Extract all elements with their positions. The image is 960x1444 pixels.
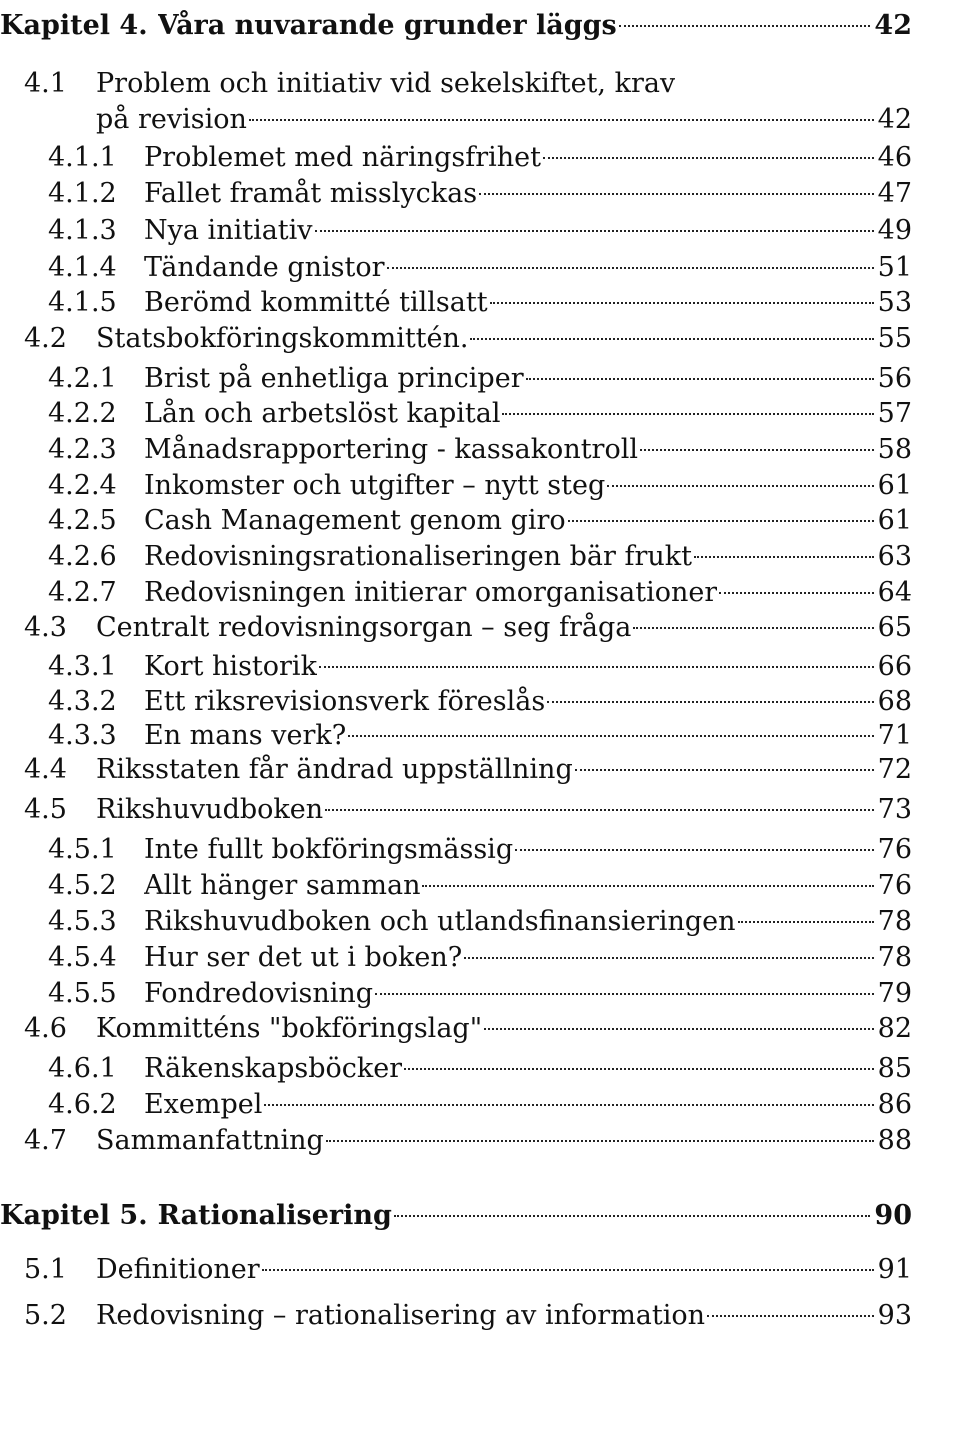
dot-leader (547, 701, 873, 703)
toc-entry-number: 4.2.5 (48, 505, 117, 536)
toc-entry-page-number: 91 (877, 1254, 912, 1285)
toc-entry-number: 4.6.1 (48, 1053, 117, 1084)
toc-entry-page-number: 73 (877, 794, 912, 825)
toc-entry-title: Redovisningen initierar omorganisationer (144, 577, 718, 608)
toc-entry (48, 394, 912, 434)
toc-entry-title: Rikshuvudboken och utlandsfinansieringen (144, 906, 736, 937)
toc-entry-page-number: 65 (877, 612, 912, 643)
dot-leader (526, 378, 874, 380)
dot-leader (543, 157, 874, 159)
dot-leader (719, 592, 873, 594)
toc-entry-title: Fallet framåt misslyckas (144, 178, 478, 209)
toc-entry-page-number: 61 (877, 470, 912, 501)
toc-entry-page-number: 93 (877, 1300, 912, 1331)
toc-chapter-heading (0, 6, 912, 46)
toc-entry (48, 501, 912, 541)
dot-leader (607, 485, 873, 487)
toc-entry-page-number: 57 (877, 398, 912, 429)
toc-entry-page-number: 47 (877, 178, 912, 209)
toc-entry-title: Ett riksrevisionsverk föreslås (144, 686, 546, 717)
dot-leader (640, 449, 874, 451)
toc-entry-page-number: 42 (877, 104, 912, 135)
toc-entry (48, 1049, 912, 1089)
toc-entry-title: Redovisning – rationalisering av information (96, 1300, 706, 1331)
dot-leader (394, 1215, 871, 1217)
dot-leader (707, 1315, 874, 1317)
toc-entry-title: Månadsrapportering - kassakontroll (144, 434, 638, 465)
toc-entry-page-number: 46 (877, 142, 912, 173)
toc-entry-title: Kommitténs "bokföringslag" (96, 1013, 483, 1044)
toc-entry-number: Kapitel 4. (0, 10, 148, 41)
toc-entry (48, 647, 912, 687)
dot-leader (262, 1269, 874, 1271)
toc-entry-page-number: 78 (877, 942, 912, 973)
toc-entry-number: 4.5.3 (48, 906, 117, 937)
toc-entry-number: 5.2 (24, 1300, 67, 1331)
toc-entry-number: 4.7 (24, 1125, 67, 1156)
toc-entry-page-number: 90 (874, 1200, 912, 1231)
toc-entry (24, 319, 912, 359)
toc-entry (48, 537, 912, 577)
toc-entry-page-number: 63 (877, 541, 912, 572)
toc-entry-number: 5.1 (24, 1254, 67, 1285)
toc-entry-title: Definitioner (96, 1254, 260, 1285)
dot-leader (619, 25, 871, 27)
toc-entry-number: 4.2.3 (48, 434, 117, 465)
toc-entry (48, 830, 912, 870)
toc-entry-number: 4.6 (24, 1013, 67, 1044)
toc-entry-number: 4.2 (24, 323, 67, 354)
toc-entry-number: 4.3 (24, 612, 67, 643)
dot-leader (479, 193, 874, 195)
toc-entry-page-number: 76 (877, 834, 912, 865)
toc-entry-number: 4.4 (24, 754, 67, 785)
toc-entry-title: En mans verk? (144, 720, 347, 751)
toc-entry (24, 1121, 912, 1161)
toc-entry-title-continuation: på revision (96, 104, 247, 135)
toc-entry-number: 4.1 (24, 68, 67, 99)
toc-entry (24, 1250, 912, 1290)
dot-leader (319, 666, 874, 668)
toc-entry-page-number: 88 (877, 1125, 912, 1156)
toc-entry (48, 938, 912, 978)
toc-entry-page-number: 53 (877, 287, 912, 318)
toc-entry-title: Tändande gnistor (144, 252, 385, 283)
toc-entry-number: 4.5.5 (48, 978, 117, 1009)
toc-entry-title: Brist på enhetliga principer (144, 363, 524, 394)
toc-entry-number: 4.3.2 (48, 686, 117, 717)
toc-entry-page-number: 51 (877, 252, 912, 283)
toc-entry (48, 573, 912, 613)
toc-entry-number: 4.2.2 (48, 398, 117, 429)
toc-entry-number: 4.6.2 (48, 1089, 117, 1120)
toc-entry (48, 466, 912, 506)
toc-entry-page-number: 64 (877, 577, 912, 608)
dot-leader (249, 119, 874, 121)
dot-leader (348, 735, 873, 737)
toc-entry (48, 138, 912, 178)
toc-entry (48, 174, 912, 214)
dot-leader (375, 993, 874, 995)
toc-entry-page-number: 71 (877, 720, 912, 751)
toc-entry-title: Statsbokföringskommittén. (96, 323, 469, 354)
toc-entry (48, 866, 912, 906)
toc-entry (24, 608, 912, 648)
toc-entry-title: Kort historik (144, 651, 317, 682)
toc-entry-title: Exempel (144, 1089, 263, 1120)
dot-leader (575, 769, 874, 771)
dot-leader (633, 627, 873, 629)
toc-entry-page-number: 78 (877, 906, 912, 937)
toc-entry-page-number: 86 (877, 1089, 912, 1120)
dot-leader (422, 885, 873, 887)
toc-entry (48, 359, 912, 399)
toc-entry-number: 4.3.1 (48, 651, 117, 682)
dot-leader (515, 849, 874, 851)
toc-entry (48, 248, 912, 288)
toc-entry-page-number: 58 (877, 434, 912, 465)
dot-leader (502, 413, 873, 415)
toc-entry-page-number: 85 (877, 1053, 912, 1084)
dot-leader (490, 302, 874, 304)
toc-entry-page-number: 61 (877, 505, 912, 536)
toc-entry-number: 4.5 (24, 794, 67, 825)
toc-entry-title: Problemet med näringsfrihet (144, 142, 541, 173)
toc-entry-number: 4.1.4 (48, 252, 117, 283)
dot-leader (264, 1104, 873, 1106)
toc-entry (24, 790, 912, 830)
toc-entry-title: Inte fullt bokföringsmässig (144, 834, 514, 865)
toc-entry-number: 4.5.2 (48, 870, 117, 901)
toc-entry-number: 4.5.4 (48, 942, 117, 973)
toc-entry-page-number: 55 (877, 323, 912, 354)
toc-entry (48, 211, 912, 251)
toc-entry-title: Cash Management genom giro (144, 505, 566, 536)
toc-entry-title: Problem och initiativ vid sekelskiftet, krav (96, 68, 676, 99)
toc-entry-page-number: 56 (877, 363, 912, 394)
toc-entry-title: Berömd kommitté tillsatt (144, 287, 488, 318)
toc-entry-number: 4.2.6 (48, 541, 117, 572)
toc-entry-page-number: 72 (877, 754, 912, 785)
toc-entry (48, 1085, 912, 1125)
toc-entry (48, 283, 912, 323)
toc-entry-number: 4.1.2 (48, 178, 117, 209)
toc-entry-number: 4.2.1 (48, 363, 117, 394)
toc-entry-page-number: 68 (877, 686, 912, 717)
toc-entry-page-number: 49 (877, 215, 912, 246)
toc-entry-title: Nya initiativ (144, 215, 313, 246)
dot-leader (738, 921, 874, 923)
toc-entry-title: Inkomster och utgifter – nytt steg (144, 470, 606, 501)
dot-leader (568, 520, 874, 522)
dot-leader (464, 957, 873, 959)
toc-entry-title: Allt hänger samman (144, 870, 421, 901)
dot-leader (326, 1140, 874, 1142)
toc-entry (24, 1296, 912, 1336)
toc-entry-continuation (96, 100, 912, 140)
toc-chapter-heading (0, 1196, 912, 1236)
toc-entry-page-number: 79 (877, 978, 912, 1009)
toc-entry-number: 4.2.7 (48, 577, 117, 608)
dot-leader (404, 1068, 874, 1070)
toc-entry-number: 4.5.1 (48, 834, 117, 865)
toc-entry-number: Kapitel 5. (0, 1200, 148, 1231)
toc-entry (24, 1009, 912, 1049)
toc-entry-number: 4.1.5 (48, 287, 117, 318)
dot-leader (387, 267, 874, 269)
toc-entry-page-number: 66 (877, 651, 912, 682)
toc-entry-title: Riksstaten får ändrad uppställning (96, 754, 573, 785)
toc-entry-page-number: 82 (877, 1013, 912, 1044)
dot-leader (315, 230, 874, 232)
toc-entry-number: 4.1.1 (48, 142, 117, 173)
toc-entry-title: Centralt redovisningsorgan – seg fråga (96, 612, 632, 643)
toc-entry-number: 4.2.4 (48, 470, 117, 501)
toc-entry-title: Sammanfattning (96, 1125, 324, 1156)
toc-entry-title: Räkenskapsböcker (144, 1053, 403, 1084)
toc-entry (24, 750, 912, 790)
dot-leader (325, 809, 873, 811)
toc-entry-title: Våra nuvarande grunder läggs (157, 10, 617, 41)
toc-entry-number: 4.3.3 (48, 720, 117, 751)
toc-entry-title: Fondredovisning (144, 978, 374, 1009)
toc-entry (48, 974, 912, 1014)
toc-entry-title: Rationalisering (157, 1200, 392, 1231)
toc-entry (24, 64, 912, 104)
toc-entry (48, 902, 912, 942)
toc-entry-title: Redovisningsrationaliseringen bär frukt (144, 541, 693, 572)
dot-leader (484, 1028, 874, 1030)
toc-entry-number: 4.1.3 (48, 215, 117, 246)
toc-entry (48, 430, 912, 470)
toc-entry-title: Rikshuvudboken (96, 794, 324, 825)
toc-entry-title: Lån och arbetslöst kapital (144, 398, 501, 429)
dot-leader (694, 556, 874, 558)
toc-entry-title: Hur ser det ut i boken? (144, 942, 463, 973)
dot-leader (470, 338, 873, 340)
toc-entry-page-number: 76 (877, 870, 912, 901)
toc-entry-page-number: 42 (874, 10, 912, 41)
